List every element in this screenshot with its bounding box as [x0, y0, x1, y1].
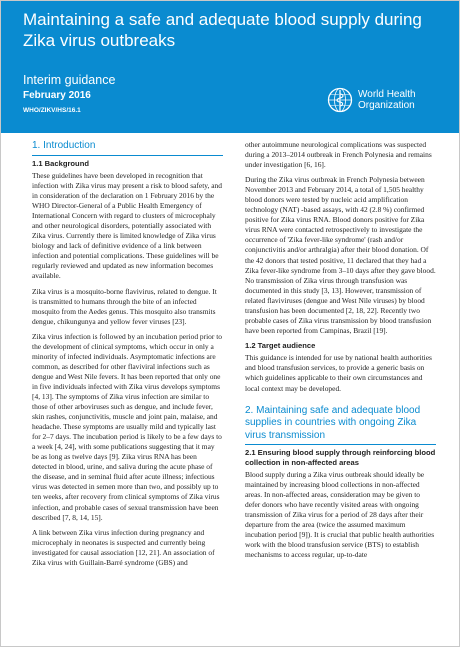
subsection-heading-ensuring-supply: 2.1 Ensuring blood supply through reinforcing blood collection in non-affected areas [245, 448, 436, 467]
section-heading-maintaining-supplies: 2. Maintaining safe and adequate blood supplies in countries with ongoing Zika virus transmission [245, 405, 436, 446]
paragraph-background-3: Zika virus infection is followed by an incubation period prior to the development of clinical symptoms, which occur in only a minority of infected individuals. Asymptomatic infections are common, as described for other flaviviral infections such as dengue and West Nile fevers. It has been reported that only one in five individuals infected with Zika virus develops symptoms [4, 13]. The symptoms of Zika virus infection are similar to those of other arboviruses such as dengue, and include fever, skin rashes, conjunctivitis, muscle and joint pain, malaise, and headache. These symptoms are usually mild and typically last for 2–7 days. The incubation period is likely to be a few days to a week [4, 24], with some publications suggesting that it may be as long as twelve days [9]. Zika virus RNA has been detected in blood, urine, and saliva during the acute phase of the disease, and in seminal fluid after acute illness; infectious virus was detected in semen more than two, and possibly up to ten weeks, after recovery from clinical symptoms of Zika virus infection, and probable cases of sexual transmission have been described [7, 8, 14, 15]. [32, 331, 223, 522]
paragraph-right-2: During the Zika virus outbreak in French Polynesia between November 2013 and February 2014, a total of 1,505 healthy blood donors were tested by nucleic acid amplification technology (NAT) -based assays, with 42 (2.8 %) confirmed positive for Zika virus RNA. Blood donors positive for Zika virus RNA were contacted retrospectively to investigate the occurrence of 'Zika fever-like syndrome' (rash and/or conjunctivitis and/or arthralgia) after their blood donation. Of the 42 donors that tested positive, 11 declared that they had a Zika fever-like syndrome from 3–10 days after they gave blood. No transmission of Zika virus through transfusion was documented in this study [3, 13]. However, transmission of related flaviviruses (dengue and West Nile viruses) by blood transfusion has been documented [2, 18, 22]. Recently two probable cases of Zika virus transmission by blood transfusion have been reported from Campinas, Brazil [19]. [245, 175, 436, 335]
section-heading-introduction: 1. Introduction [32, 140, 223, 156]
right-column [245, 140, 436, 566]
paragraph-background-1: These guidelines have been developed in recognition that infection with Zika virus may present a risk to blood safety, and in consideration of the declaration on 1 February 2016 by the WHO Director-General of a Public Health Emergency of International Concern with regard to clusters of microcephaly and other neurological disorders, potentially associated with Zika virus. Currently there is limited knowledge of Zika virus biology and lack of definitive evidence of a link between infection and potential complications. These guidelines will be regularly reviewed and updated as new information becomes available. [32, 171, 222, 281]
paragraph-background-4: A link between Zika virus infection during pregnancy and microcephaly in neonates is suspected and currently being investigated for causal association [12, 21]. An association of Zika virus with Guillain-Barré syndrome (GBS) and [32, 527, 215, 567]
header-banner [1, 1, 459, 133]
left-column [32, 140, 223, 573]
paragraph-ensuring-supply: Blood supply during a Zika virus outbreak should ideally be maintained by increasing blood collections in non-affected areas. In non-affected areas, consideration may be given to defer donors who have recently visited areas with ongoing transmission of Zika virus for a period of 28 days after their departure from the area (twice the assumed maximum incubation period [9]). It is crucial that public health authorities work with the blood transfusion service (BTS) to establish mechanisms to access regular, up-to-date [245, 470, 435, 560]
document-title: Maintaining a safe and adequate blood supply during Zika virus outbreaks [23, 10, 422, 50]
document-reference: WHO/ZIKV/HS/16.1 [23, 107, 81, 114]
paragraph-target-audience: This guidance is intended for use by national health authorities and blood transfusion services, to provide a generic basis on which guidelines applicable to their own circumstances and local context may be developed. [245, 353, 432, 393]
paragraph-right-1: other autoimmune neurological complications was suspected during a 2013–2014 outbreak in French Polynesia and remains under investigation [6, 16]. [245, 140, 432, 170]
document-date: February 2016 [23, 90, 91, 101]
organization-name: World Health Organization [358, 89, 416, 111]
who-emblem-icon [327, 87, 353, 113]
document-subtitle: Interim guidance [23, 73, 116, 87]
subsection-heading-target-audience: 1.2 Target audience [245, 340, 316, 350]
subsection-heading-background: 1.1 Background [32, 158, 89, 168]
paragraph-background-2: Zika virus is a mosquito-borne flavivirus, related to dengue. It is transmitted to humans through the bite of an infected mosquito from the Aedes genus. This mosquito also transmits dengue, chikungunya and yellow fever viruses [23]. [32, 286, 217, 326]
